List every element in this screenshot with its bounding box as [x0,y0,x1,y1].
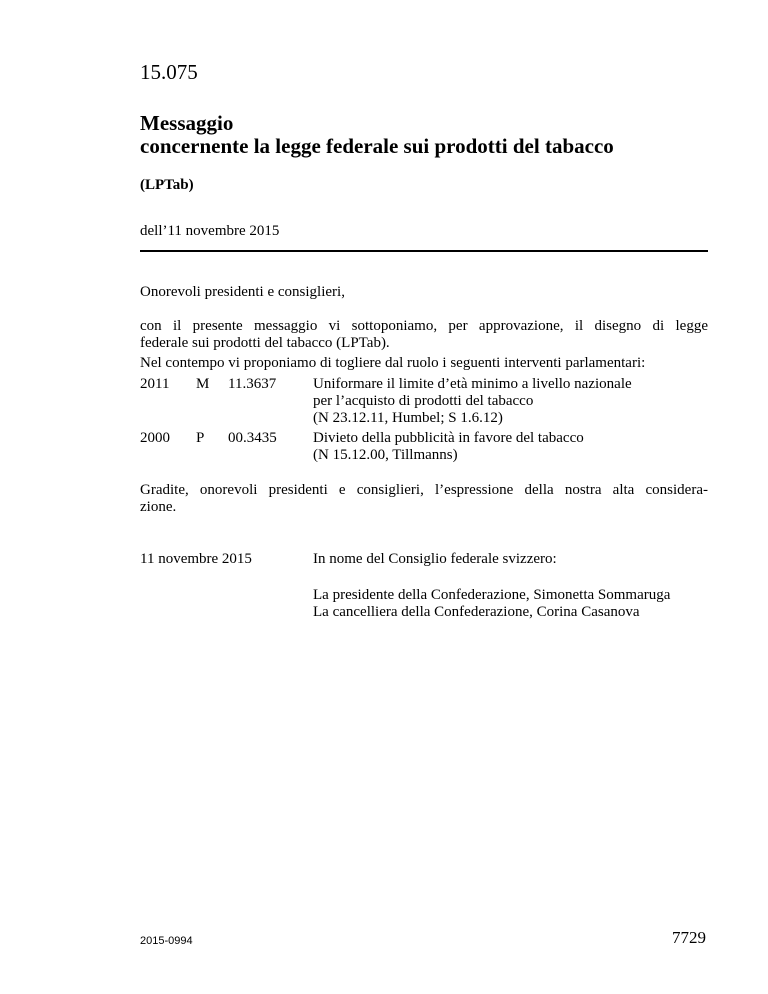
intervention-type: P [196,430,205,446]
closing-line-2: zione. [140,499,177,515]
document-code: 2015-0994 [140,935,193,947]
proposal-paragraph: Nel contempo vi proponiamo di togliere dal ruolo i seguenti interventi parlamentari: [140,355,646,371]
message-date: dell’11 novembre 2015 [140,223,280,239]
intervention-number: 11.3637 [228,376,277,392]
title-line-1: Messaggio [140,111,234,135]
intervention-number: 00.3435 [228,430,277,446]
intervention-description [313,430,584,464]
intervention-description-line: (N 15.12.00, Tillmanns) [313,447,458,463]
intervention-description [313,376,632,427]
signature-block [313,551,670,621]
intervention-description-line: Uniformare il limite d’età minimo a livello nazionale [313,376,632,392]
document-title [140,112,614,158]
president-line: La presidente della Confederazione, Simonetta Sommaruga [313,587,671,603]
intro-line-1: con il presente messaggio vi sottoponiamo, per approvazione, il disegno di legge [140,318,708,334]
signature-date: 11 novembre 2015 [140,551,252,567]
chancellor-line: La cancelliera della Confederazione, Corina Casanova [313,604,640,620]
intro-paragraph [140,318,708,352]
intervention-year: 2000 [140,430,170,446]
intervention-year: 2011 [140,376,170,392]
closing-line-1: Gradite, onorevoli presidenti e consiglieri, l’espressione della nostra alta considera- [140,482,708,498]
law-abbreviation: (LPTab) [140,177,194,193]
salutation: Onorevoli presidenti e consiglieri, [140,284,345,300]
intervention-description-line: per l’acquisto di prodotti del tabacco [313,393,534,409]
intro-line-2: federale sui prodotti del tabacco (LPTab). [140,335,390,351]
closing-paragraph [140,482,708,516]
page-number: 7729 [672,928,706,947]
intervention-description-line: Divieto della pubblicità in favore del tabacco [313,430,584,446]
intervention-type: M [196,376,210,392]
council-line: In nome del Consiglio federale svizzero: [313,551,557,567]
intervention-description-line: (N 23.12.11, Humbel; S 1.6.12) [313,410,503,426]
header-divider [140,250,708,252]
title-line-2: concernente la legge federale sui prodotti del tabacco [140,134,614,158]
document-number: 15.075 [140,60,198,84]
